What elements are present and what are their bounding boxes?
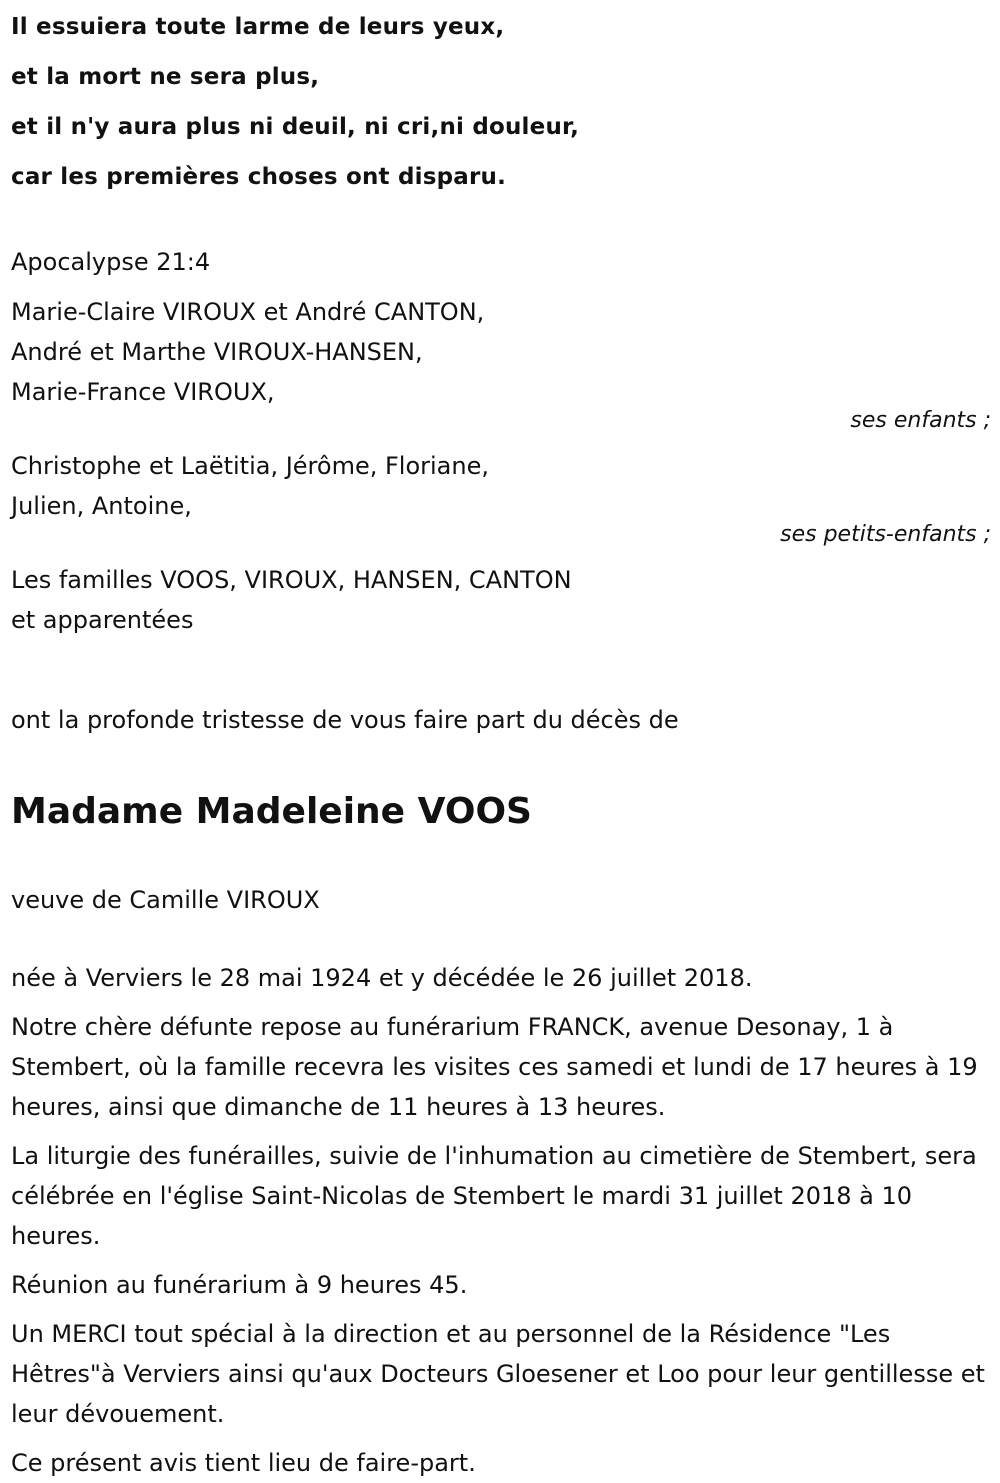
children-names [11,292,991,412]
birth-death-paragraph: née à Verviers le 28 mai 1924 et y décédée le 26 juillet 2018. [11,964,753,992]
verse-line: et la mort ne sera plus, [11,64,320,90]
verse-line: car les premières choses ont disparu. [11,164,507,190]
children-relation-label: ses enfants ; [850,408,991,433]
family-line: André et Marthe VIROUX-HANSEN, [11,338,423,366]
grandchildren-relation-label: ses petits-enfants ; [780,522,991,547]
extended-families [11,560,991,640]
family-line: Christophe et Laëtitia, Jérôme, Floriane, [11,452,489,480]
family-line: Les familles VOOS, VIROUX, HANSEN, CANTON [11,566,572,594]
verse-line: Il essuiera toute larme de leurs yeux, [11,14,505,40]
family-line: et apparentées [11,606,194,634]
verse-reference: Apocalypse 21:4 [11,248,211,276]
bible-verse [11,2,991,202]
obituary-notice [11,0,991,1477]
family-line: Marie-France VIROUX, [11,378,275,406]
verse-line: et il n'y aura plus ni deuil, ni cri,ni douleur, [11,114,580,140]
funeral-paragraph: La liturgie des funérailles, suivie de l'inhumation au cimetière de Stembert, sera célébrée en l'église Saint-Nicolas de Stembert le mardi 31 juillet 2018 à 10 heures. [11,1142,977,1250]
widow-of: veuve de Camille VIROUX [11,886,320,914]
grandchildren-names [11,446,991,526]
family-line: Marie-Claire VIROUX et André CANTON, [11,298,485,326]
visitation-paragraph: Notre chère défunte repose au funérarium FRANCK, avenue Desonay, 1 à Stembert, où la famille recevra les visites ces samedi et lundi de 17 heures à 19 heures, ainsi que dimanche de 11 heures à 13 heures. [11,1013,978,1121]
deceased-name: Madame Madeleine VOOS [11,791,532,832]
family-line: Julien, Antoine, [11,492,192,520]
thanks-paragraph: Un MERCI tout spécial à la direction et au personnel de la Résidence "Les Hêtres"à Verviers ainsi qu'aux Docteurs Gloesener et Loo pour leur gentillesse et leur dévouement. [11,1320,985,1428]
closing-paragraph: Ce présent avis tient lieu de faire-part. [11,1449,476,1477]
announcement-intro: ont la profonde tristesse de vous faire part du décès de [11,706,679,734]
meeting-paragraph: Réunion au funérarium à 9 heures 45. [11,1271,468,1299]
